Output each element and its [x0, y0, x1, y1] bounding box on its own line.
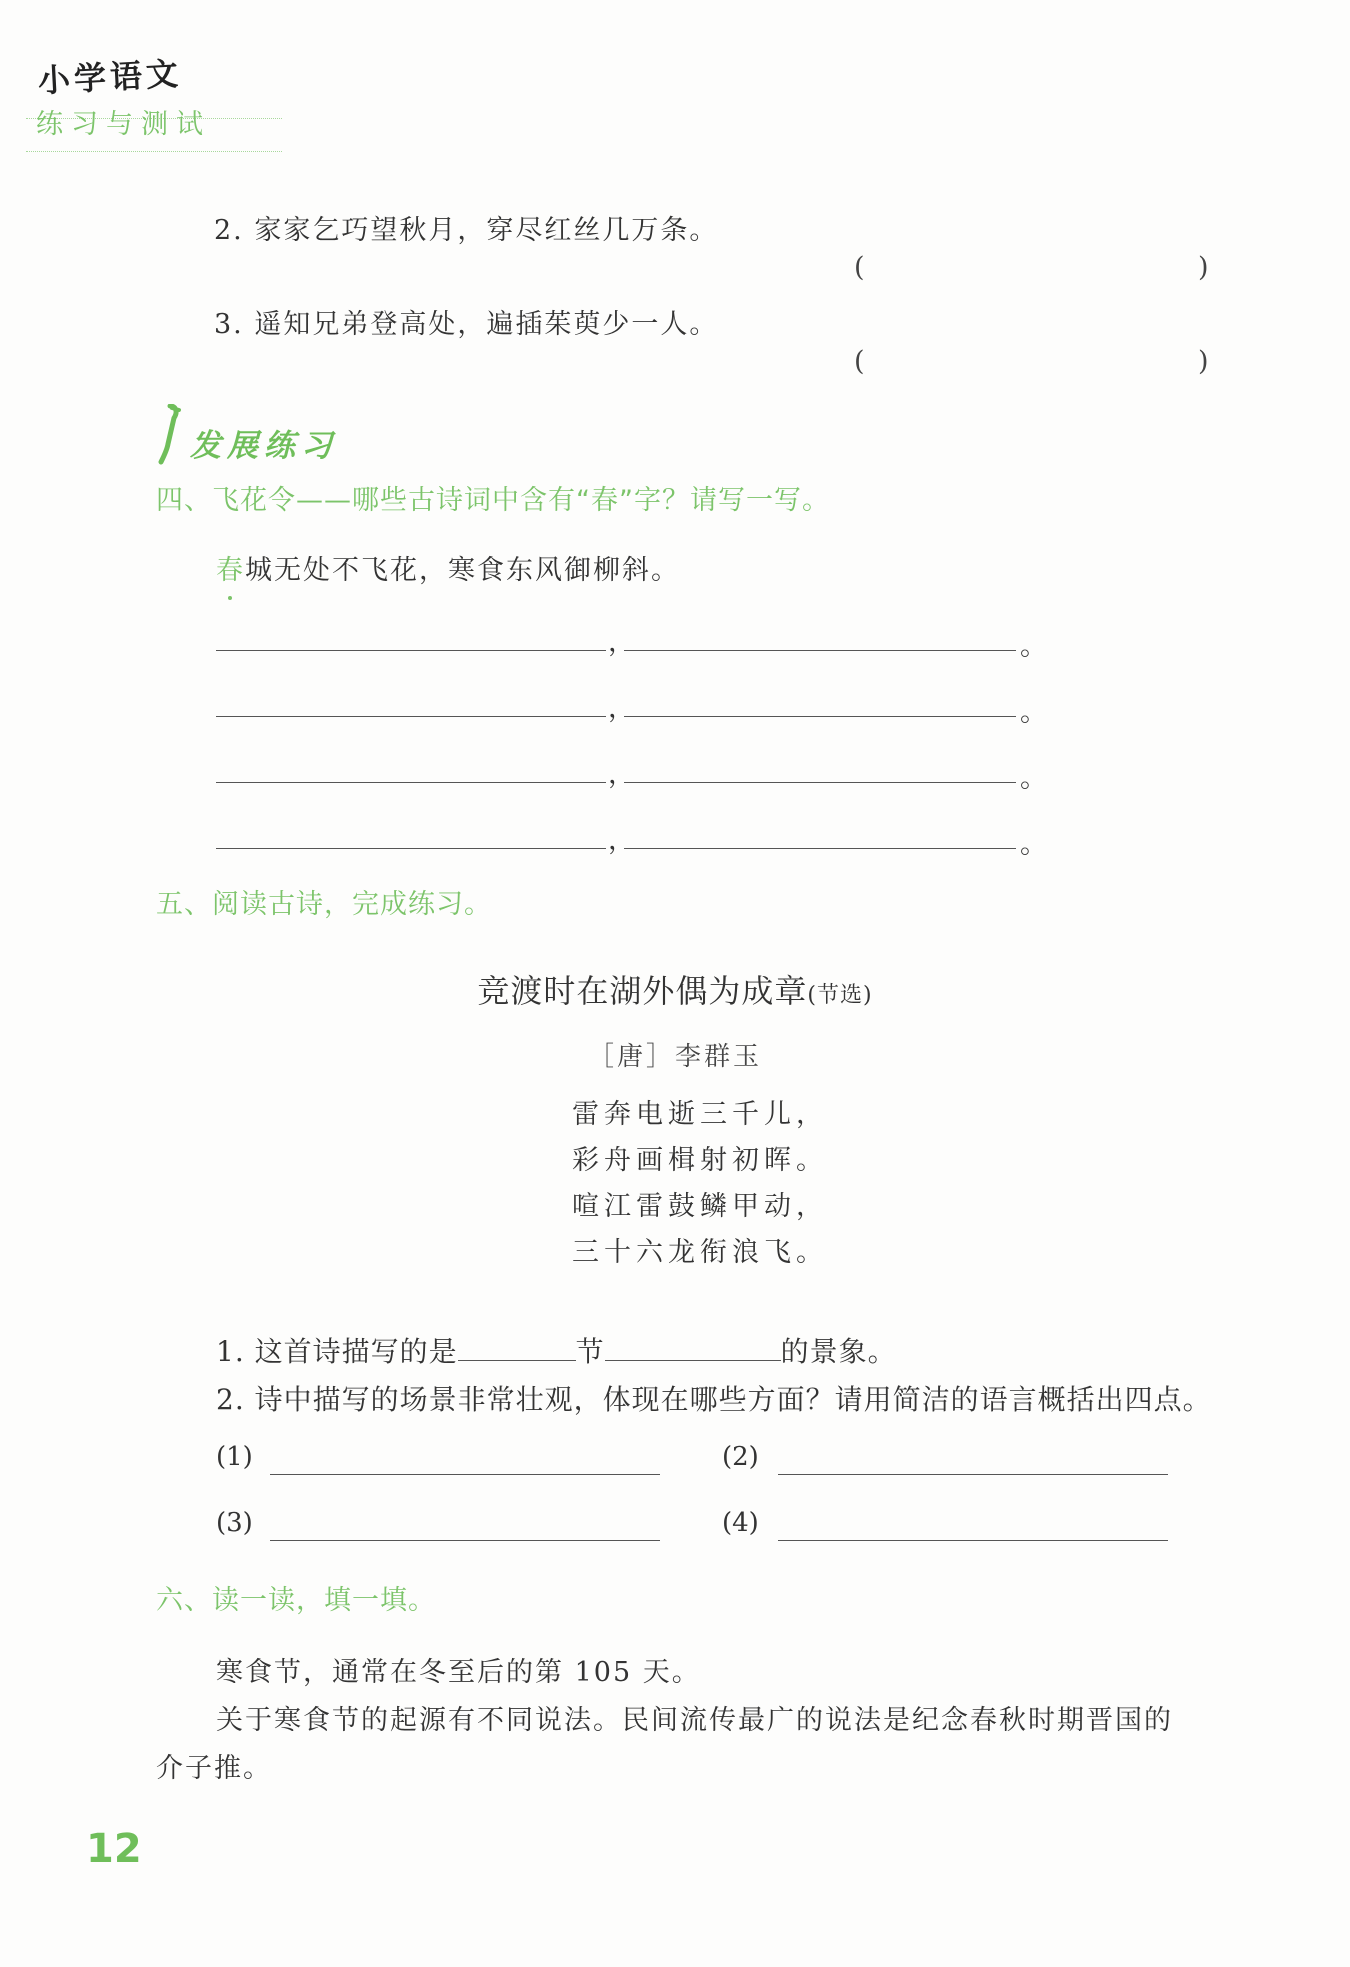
answer-row: [216, 686, 1047, 728]
answer-paren-close-3: ): [1198, 346, 1209, 377]
comma: ，: [608, 693, 635, 724]
poem-title-text: 竞渡时在湖外偶为成章: [477, 972, 808, 1010]
comma: ，: [608, 825, 635, 856]
brush-icon: [152, 404, 186, 466]
comma: ，: [608, 759, 635, 790]
poem-title-note: (节选): [807, 983, 873, 1008]
question-1-part-b: 节: [575, 1335, 605, 1368]
blank-line[interactable]: [216, 782, 606, 783]
full-stop: 。: [1020, 829, 1047, 860]
item-2-text: 2. 家家乞巧望秋月，穿尽红丝几万条。: [214, 215, 719, 246]
series-title: 练习与测试: [36, 109, 211, 140]
blank-festival[interactable]: [458, 1334, 576, 1361]
book-title: 小学语文: [37, 54, 183, 100]
blank-line[interactable]: [624, 782, 1016, 783]
blank-line[interactable]: [624, 848, 1016, 849]
blank-line[interactable]: [216, 650, 606, 651]
comma: ，: [608, 627, 635, 658]
full-stop: 。: [1020, 631, 1047, 662]
blank-line[interactable]: [624, 716, 1016, 717]
answer-row: [216, 818, 1047, 860]
question-1: [216, 1330, 897, 1370]
poem-author: ［唐］李群玉: [587, 1042, 762, 1072]
answer-label-4: (4): [722, 1508, 759, 1538]
paragraph-1: 寒食节，通常在冬至后的第 105 天。: [216, 1657, 701, 1688]
question-1-part-a: 1. 这首诗描写的是: [216, 1335, 458, 1368]
question-2: 2. 诗中描写的场景非常壮观，体现在哪些方面？请用简洁的语言概括出四点。: [216, 1383, 1212, 1416]
answer-label-1: (1): [216, 1442, 253, 1472]
poem-line: 三十六龙衔浪飞。: [572, 1237, 828, 1268]
answer-paren-open-2: (: [854, 252, 865, 283]
blank-line[interactable]: [216, 848, 606, 849]
highlighted-character: 春: [216, 555, 245, 586]
answer-paren-open-3: (: [854, 346, 865, 377]
blank-line[interactable]: [216, 716, 606, 717]
section-5-heading: 五、阅读古诗，完成练习。: [156, 889, 492, 920]
answer-line-3[interactable]: [270, 1540, 660, 1541]
poem-line: 雷奔电逝三千儿，: [572, 1099, 828, 1130]
answer-line-1[interactable]: [270, 1474, 660, 1475]
answer-paren-close-2: ): [1198, 252, 1209, 283]
answer-row: [216, 752, 1047, 794]
poem-title: [0, 966, 1350, 1012]
poem-line: 喧江雷鼓鳞甲动，: [572, 1191, 828, 1222]
blank-line[interactable]: [624, 650, 1016, 651]
answer-line-2[interactable]: [778, 1474, 1168, 1475]
answer-label-3: (3): [216, 1508, 253, 1538]
item-3-text: 3. 遥知兄弟登高处，遍插茱萸少一人。: [214, 309, 719, 340]
example-poem-line: [216, 548, 680, 587]
answer-row: [216, 620, 1047, 662]
section-6-heading: 六、读一读，填一填。: [156, 1585, 436, 1616]
full-stop: 。: [1020, 697, 1047, 728]
answer-label-2: (2): [722, 1442, 759, 1472]
development-practice-title: 发展练习: [190, 428, 338, 464]
question-1-part-c: 的景象。: [780, 1335, 897, 1368]
answer-line-4[interactable]: [778, 1540, 1168, 1541]
paragraph-2-line-2: 介子推。: [156, 1753, 272, 1784]
blank-activity[interactable]: [605, 1334, 781, 1361]
section-4-heading: 四、飞花令——哪些古诗词中含有“春”字？请写一写。: [156, 485, 830, 516]
full-stop: 。: [1020, 763, 1047, 794]
paragraph-2-line-1: 关于寒食节的起源有不同说法。民间流传最广的说法是纪念春秋时期晋国的: [216, 1705, 1173, 1736]
example-rest: 城无处不飞花，寒食东风御柳斜。: [245, 555, 680, 586]
page-number: 12: [86, 1826, 142, 1872]
poem-line: 彩舟画楫射初晖。: [572, 1145, 828, 1176]
